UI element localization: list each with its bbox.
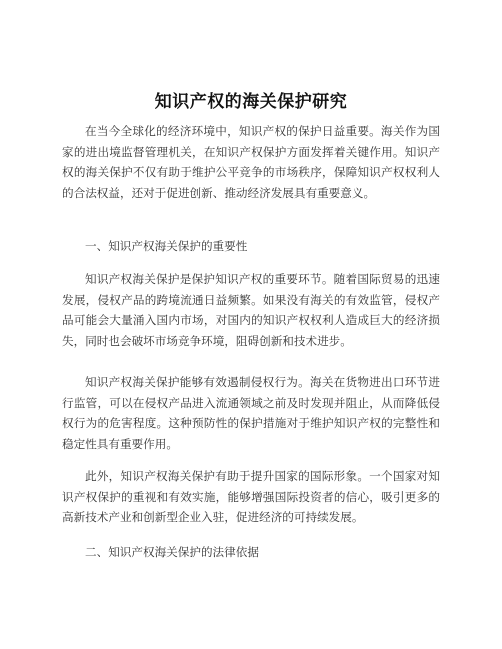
document-title: 知识产权的海关保护研究 bbox=[154, 92, 348, 112]
section-1-paragraph-3: 此外，知识产权海关保护有助于提升国家的国际形象。一个国家对知识产权保护的重视和有效实施，能够增强国际投资者的信心，吸引更多的高新技术产业和创新型企业入驻，促进经济的可持续发展。 bbox=[62, 469, 440, 525]
section-1-paragraph-2: 知识产权海关保护能够有效遏制侵权行为。海关在货物进出口环节进行监管，可以在侵权产品进入流通领域之前及时发现并阻止，从而降低侵权行为的危害程度。这种预防性的保护措施对于维护知识产权的完整性和稳定性具有重要作用。 bbox=[62, 375, 440, 451]
section-2-heading: 二、知识产权海关保护的法律依据 bbox=[85, 545, 259, 559]
intro-paragraph: 在当今全球化的经济环境中，知识产权的保护日益重要。海关作为国家的进出境监督管理机关，在知识产权保护方面发挥着关键作用。知识产权的海关保护不仅有助于维护公平竞争的市场秩序，保障知识产权权利人的合法权益，还对于促进创新、推动经济发展具有重要意义。 bbox=[62, 124, 440, 200]
section-1-heading: 一、知识产权海关保护的重要性 bbox=[85, 239, 248, 253]
section-1-paragraph-1: 知识产权海关保护是保护知识产权的重要环节。随着国际贸易的迅速发展，侵权产品的跨境流通日益频繁。如果没有海关的有效监管，侵权产品可能会大量涌入国内市场，对国内的知识产权权利人造成巨大的经济损失，同时也会破坏市场竞争环境，阻碍创新和技术进步。 bbox=[62, 272, 440, 348]
